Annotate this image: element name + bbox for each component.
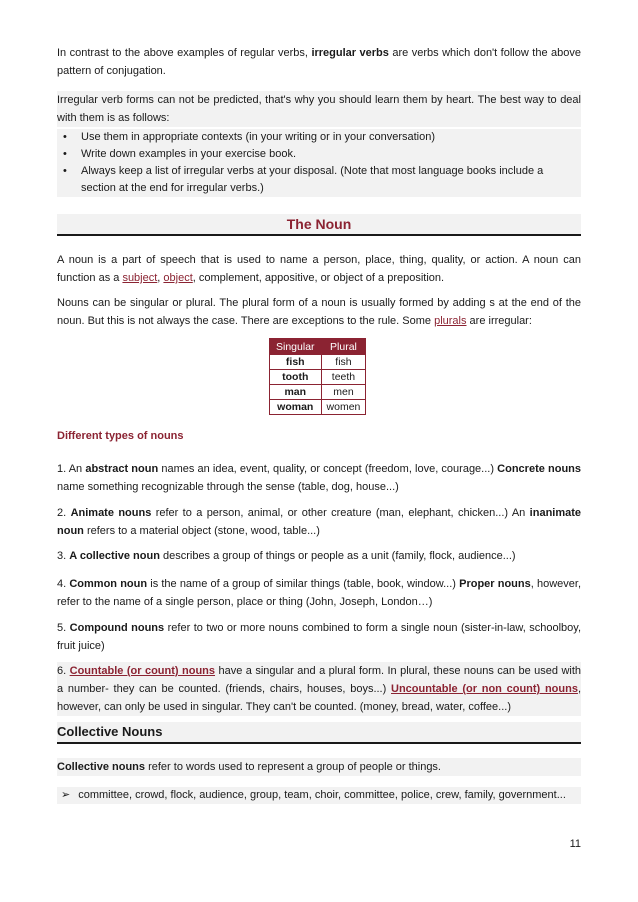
noun-definition-paragraph: A noun is a part of speech that is used to name a person, place, thing, quality, or action. A noun can function as a subject, object, complement, appositive, or object of a preposition. xyxy=(57,254,581,284)
bold-term: Proper nouns xyxy=(459,578,531,590)
text: , however, refer to the name of a single person, place or thing (John, Joseph, London…) xyxy=(57,578,581,608)
list-item-text: Always keep a list of irregular verbs at your disposal. (Note that most language books include a section at the end for irregular verbs.) xyxy=(81,165,544,194)
noun-type-6 xyxy=(57,662,581,716)
text: is the name of a group of similar things (table, book, window...) xyxy=(150,578,456,590)
bold-term: irregular verbs xyxy=(311,47,389,59)
collective-examples-item xyxy=(57,787,581,804)
subject-link[interactable]: subject xyxy=(122,272,158,284)
heading-rule xyxy=(57,742,581,744)
noun-type-5 xyxy=(57,619,581,655)
text: are verbs which don't follow the above pattern of conjugation. xyxy=(57,47,582,77)
bullet-icon: • xyxy=(63,131,67,143)
table-header-row xyxy=(270,339,366,355)
noun-type-2 xyxy=(57,504,581,540)
table-cell: tooth xyxy=(270,370,322,385)
list-item-text: Use them in appropriate contexts (in your writing or in your conversation) xyxy=(81,131,435,143)
table-cell: women xyxy=(321,400,366,415)
bold-term: Animate nouns xyxy=(70,507,152,519)
list-item-text: Write down examples in your exercise book. xyxy=(81,148,297,160)
text: have a singular and a plural form. In plural, these nouns can be used with a number- they can be counted. (friends, chairs, houses, boys...) xyxy=(57,665,582,695)
text: refers to a material object (stone, wood, table...) xyxy=(86,525,320,537)
bold-term: Compound nouns xyxy=(69,622,165,634)
text: describes a group of things or people as a unit (family, flock, audience...) xyxy=(162,550,516,562)
bold-term: Common noun xyxy=(69,578,148,590)
singular-plural-table xyxy=(269,338,366,415)
text: Nouns can be singular or plural. The plural form of a noun is usually formed by adding s at the end of the noun. But this is not always the case. There are exceptions to the rule. Some xyxy=(57,297,581,327)
page-number: 11 xyxy=(569,838,581,850)
arrow-bullet-icon: ➢ xyxy=(61,789,71,801)
irregular-verbs-paragraph xyxy=(57,44,581,80)
table-cell: woman xyxy=(270,400,322,415)
text: 5. xyxy=(57,622,67,634)
text: 3. xyxy=(57,550,67,562)
section-heading-collective: Collective Nouns xyxy=(57,722,581,742)
column-header: Plural xyxy=(321,339,366,355)
section-heading-noun: The Noun xyxy=(57,214,581,234)
column-header: Singular xyxy=(270,339,322,355)
bullet-icon: • xyxy=(63,148,67,160)
text: , however, can only be used in singular. They can't be counted. (money, bread, water, coffee...) xyxy=(57,683,581,713)
text: In contrast to the above examples of regular verbs, xyxy=(57,47,308,59)
countable-nouns-link[interactable]: Countable (or count) nouns xyxy=(69,665,216,677)
text: refer to two or more nouns combined to form a single noun (sister-in-law, schoolboy, fruit juice) xyxy=(57,622,582,652)
bullet-icon: • xyxy=(63,165,67,177)
plurals-link[interactable]: plurals xyxy=(434,315,467,327)
table-cell: teeth xyxy=(321,370,366,385)
table-row xyxy=(270,400,366,415)
table-row xyxy=(270,370,366,385)
text: , complement, appositive, or object of a preposition. xyxy=(192,272,445,284)
noun-type-1 xyxy=(57,460,581,496)
bold-term: Collective nouns xyxy=(57,761,146,773)
text: name something recognizable through the sense (table, dog, house...) xyxy=(57,481,399,493)
bold-term: inanimate noun xyxy=(57,507,582,537)
uncountable-nouns-link[interactable]: Uncountable (or non count) nouns xyxy=(391,683,578,695)
collective-definition xyxy=(57,758,581,776)
list-item xyxy=(57,129,581,146)
bold-term: A collective noun xyxy=(69,550,160,562)
text: 1. An xyxy=(57,463,83,475)
table-cell: fish xyxy=(321,355,366,370)
text: 6. xyxy=(57,665,67,677)
text: are irregular: xyxy=(469,315,532,327)
noun-type-3 xyxy=(57,547,581,565)
list-item-text: committee, crowd, flock, audience, group, team, choir, committee, police, crew, family, government... xyxy=(78,789,566,801)
table-cell: fish xyxy=(270,355,322,370)
text: names an idea, event, quality, or concept (freedom, love, courage...) xyxy=(161,463,495,475)
text: 4. xyxy=(57,578,67,590)
text: A noun is a part of speech that is used to name a person, place, thing, quality, or action. A noun can function as a xyxy=(57,254,581,284)
object-link[interactable]: object xyxy=(163,272,193,284)
types-subheading: Different types of nouns xyxy=(57,430,184,442)
bold-term: Concrete nouns xyxy=(497,463,581,475)
list-item xyxy=(57,146,581,163)
noun-type-4 xyxy=(57,575,581,611)
bold-term: abstract noun xyxy=(85,463,159,475)
text: refer to a person, animal, or other creature (man, elephant, chicken...) An xyxy=(155,507,526,519)
table-row xyxy=(270,355,366,370)
table-cell: men xyxy=(321,385,366,400)
text: 2. xyxy=(57,507,67,519)
table-row xyxy=(270,385,366,400)
list-item xyxy=(57,163,581,197)
irregular-tips-list xyxy=(57,129,581,197)
heading-rule xyxy=(57,234,581,236)
table-cell: man xyxy=(270,385,322,400)
plural-paragraph xyxy=(57,294,581,330)
text: refer to words used to represent a group of people or things. xyxy=(148,761,441,773)
learn-by-heart-paragraph: Irregular verb forms can not be predicted, that's why you should learn them by heart. The best way to deal with them is as follows: xyxy=(57,91,581,127)
